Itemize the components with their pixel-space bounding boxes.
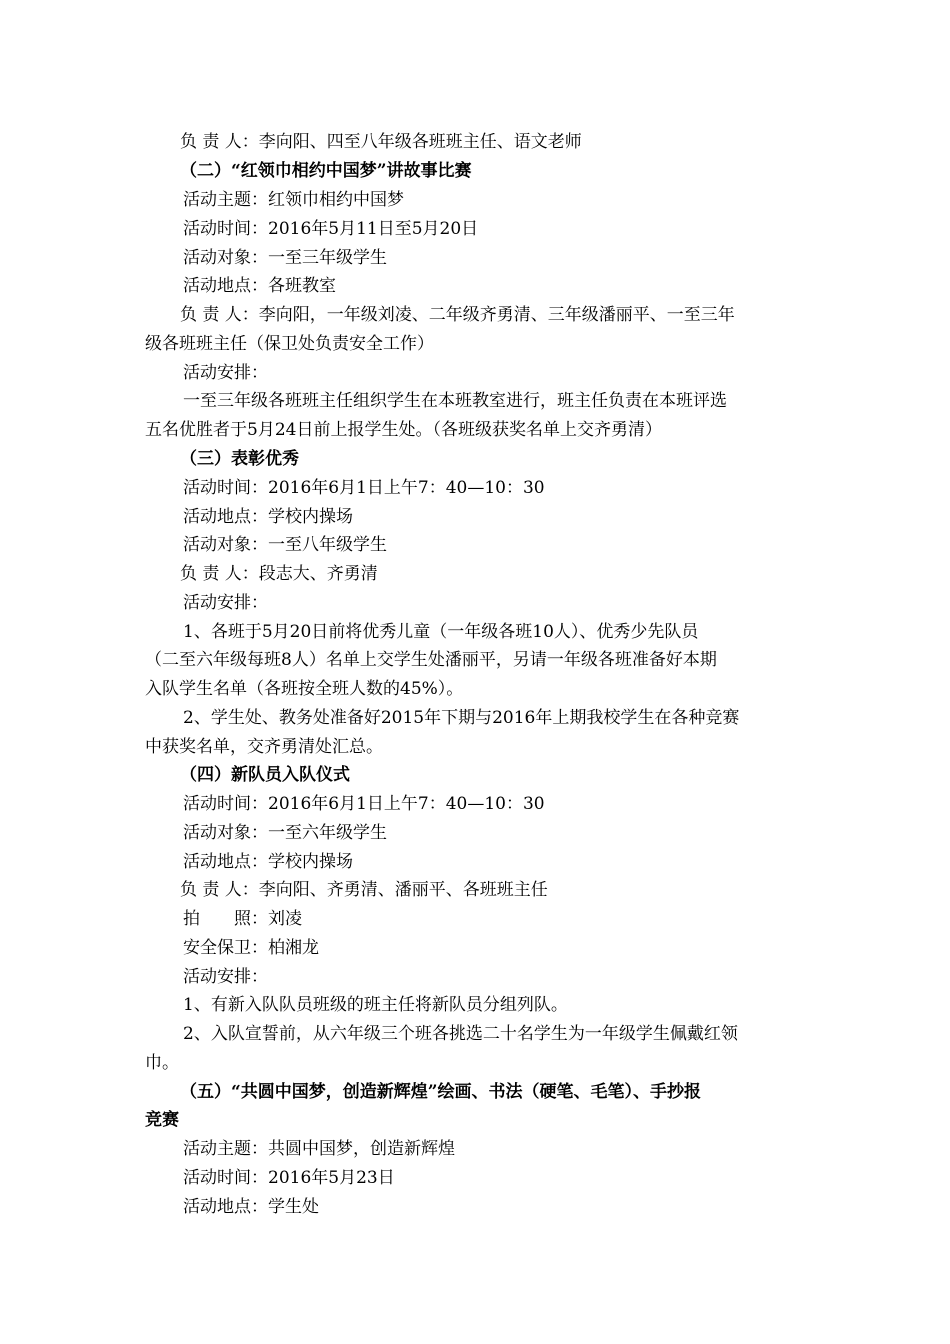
text-line: 活动主题：共圆中国梦，创造新辉煌 <box>183 1139 455 1159</box>
text-line: 活动对象：一至八年级学生 <box>183 535 387 555</box>
text-line: 2、学生处、教务处准备好2015年下期与2016年上期我校学生在各种竞赛 <box>183 708 740 728</box>
text-line: 活动主题：红领巾相约中国梦 <box>183 190 404 210</box>
text-line: 级各班班主任（保卫处负责安全工作） <box>145 334 434 354</box>
text-line: 活动地点：各班教室 <box>183 276 336 296</box>
text-line: 2、入队宣誓前，从六年级三个班各挑选二十名学生为一年级学生佩戴红领 <box>183 1024 738 1044</box>
text-line: 活动对象：一至三年级学生 <box>183 248 387 268</box>
text-line: 拍 照：刘凌 <box>183 909 302 929</box>
text-line: 活动时间：2016年6月1日上午7：40—10：30 <box>183 478 545 498</box>
text-line: 负 责 人：李向阳、四至八年级各班班主任、语文老师 <box>180 132 582 152</box>
text-line: 活动地点：学校内操场 <box>183 852 353 872</box>
text-line: 五名优胜者于5月24日前上报学生处。（各班级获奖名单上交齐勇清） <box>145 420 662 440</box>
section-heading: （三）表彰优秀 <box>180 449 299 469</box>
section-heading: （四）新队员入队仪式 <box>180 765 350 785</box>
text-line: 活动安排： <box>183 967 268 987</box>
text-line: 中获奖名单，交齐勇清处汇总。 <box>145 737 383 757</box>
text-line: 一至三年级各班班主任组织学生在本班教室进行，班主任负责在本班评选 <box>183 391 727 411</box>
text-line: 1、有新入队队员班级的班主任将新队员分组列队。 <box>183 995 568 1015</box>
text-line: （二至六年级每班8人）名单上交学生处潘丽平，另请一年级各班准备好本期 <box>145 650 717 670</box>
text-line: 负 责 人：李向阳、齐勇清、潘丽平、各班班主任 <box>180 880 548 900</box>
text-line: 活动安排： <box>183 593 268 613</box>
text-line: 活动时间：2016年6月1日上午7：40—10：30 <box>183 794 545 814</box>
text-line: 1、各班于5月20日前将优秀儿童（一年级各班10人）、优秀少先队员 <box>183 622 699 642</box>
text-line: 负 责 人：李向阳，一年级刘凌、二年级齐勇清、三年级潘丽平、一至三年 <box>180 305 735 325</box>
text-line: 安全保卫：柏湘龙 <box>183 938 319 958</box>
text-line: 活动安排： <box>183 363 268 383</box>
text-line: 活动地点：学生处 <box>183 1197 319 1217</box>
section-heading: 竞赛 <box>145 1110 179 1130</box>
text-line: 活动对象：一至六年级学生 <box>183 823 387 843</box>
text-line: 入队学生名单（各班按全班人数的45%）。 <box>145 679 464 699</box>
section-heading: （二）“红领巾相约中国梦”讲故事比赛 <box>180 161 472 181</box>
section-heading: （五）“共圆中国梦，创造新辉煌”绘画、书法（硬笔、毛笔）、手抄报 <box>180 1082 702 1102</box>
text-line: 活动地点：学校内操场 <box>183 507 353 527</box>
text-line: 活动时间：2016年5月23日 <box>183 1168 395 1188</box>
text-line: 活动时间：2016年5月11日至5月20日 <box>183 219 479 239</box>
text-line: 巾。 <box>145 1053 179 1073</box>
text-line: 负 责 人：段志大、齐勇清 <box>180 564 378 584</box>
